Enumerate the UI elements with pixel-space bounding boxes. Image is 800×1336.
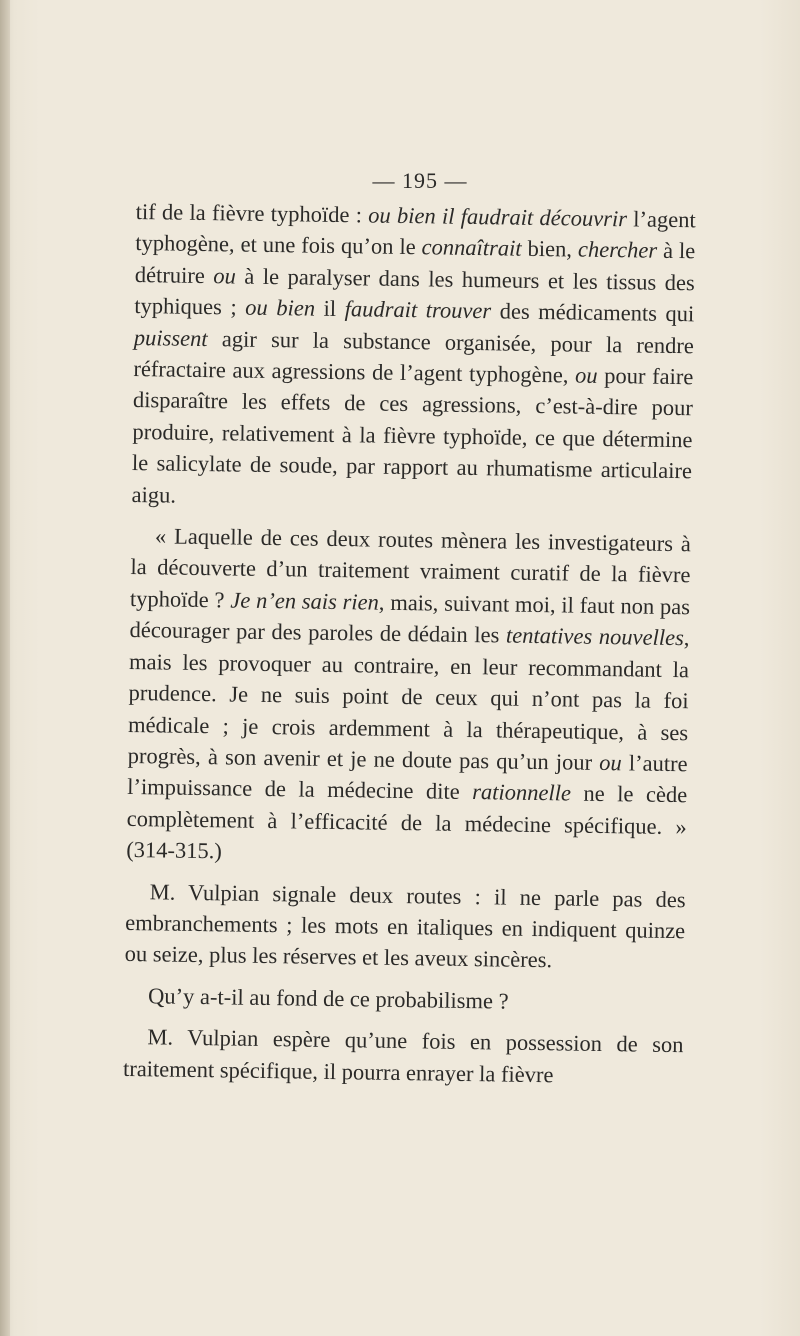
text-segment: des médicaments qui: [490, 298, 695, 327]
text-segment: l’agent typhogène, et une fois qu’on le: [135, 206, 696, 260]
italic-segment: rationnelle: [472, 779, 572, 806]
text-segment: tif de la fièvre typhoïde :: [135, 198, 369, 228]
body-text: [123, 196, 696, 1092]
text-segment: , mais, suivant moi, il faut non pas décourager par des paroles de dédain les: [129, 589, 691, 648]
italic-segment: puissent: [133, 324, 208, 351]
paragraph-1: [131, 196, 696, 518]
text-segment: à le détruire: [134, 238, 696, 288]
italic-segment: Je n’en sais rien: [230, 587, 380, 615]
text-segment: l’autre l’impuissance de la médecine dite: [127, 750, 688, 805]
text-segment: ne le cède complètement à l’efficacité de la médecine spécifique. » (314-315.): [126, 780, 688, 864]
italic-segment: ou: [599, 749, 622, 776]
text-segment: pour faire disparaître les effets de ces agressions, c’est-à-dire pour produire, relativement à la fièvre typhoïde, ce que détermine le salicylate de soude, par rapport au rhumatisme articulaire aigu.: [131, 362, 694, 508]
text-segment: M. Vulpian signale deux routes : il ne parle pas des embranchements ; les mots en italiques en indiquent quinze ou seize, plus les réserves et les aveux sincères.: [124, 878, 686, 973]
paragraph-2-quotation: [126, 520, 691, 874]
text-segment: à le paralyser dans les humeurs et les tissus des typhiques ;: [134, 263, 695, 320]
italic-segment: ou bien il faudrait découvrir: [368, 202, 628, 232]
paragraph-4: [124, 980, 684, 1020]
italic-segment: tentatives nouvelles: [505, 622, 685, 651]
italic-segment: ou: [213, 262, 237, 289]
text-segment: agir sur la substance organisée, pour la rendre réfractaire aux agressions de l’agent typhogène,: [133, 325, 695, 388]
paragraph-5: [123, 1021, 684, 1092]
italic-segment: connaîtrait: [421, 234, 522, 262]
page-number: — 195 —: [372, 168, 468, 193]
text-segment: bien,: [521, 236, 579, 262]
italic-segment: faudrait trouver: [344, 296, 492, 324]
text-segment: , mais les provoquer au contraire, en leur recommandant la prudence. Je ne suis point de ceux qui n’ont pas la foi médicale ; je crois ardemment à la thérapeutique, à ses progrès, à son avenir et je ne doute pas qu’un jour: [127, 625, 690, 775]
italic-segment: ou bien: [245, 294, 316, 321]
text-segment: il: [314, 295, 345, 322]
italic-segment: ou: [574, 362, 598, 388]
text-segment: Qu’y a-t-il au fond de ce probabilisme ?: [147, 983, 509, 1014]
book-spine-shadow: [0, 0, 10, 1336]
paragraph-3: [125, 875, 686, 978]
text-segment: « Laquelle de ces deux routes mènera les investigateurs à la découverte d’un traitement vraiment curatif de la fièvre typhoïde ?: [129, 523, 692, 613]
text-segment: M. Vulpian espère qu’une fois en possession de son traitement spécifique, il pourra enrayer la fièvre: [122, 1024, 684, 1087]
italic-segment: chercher: [577, 236, 658, 264]
